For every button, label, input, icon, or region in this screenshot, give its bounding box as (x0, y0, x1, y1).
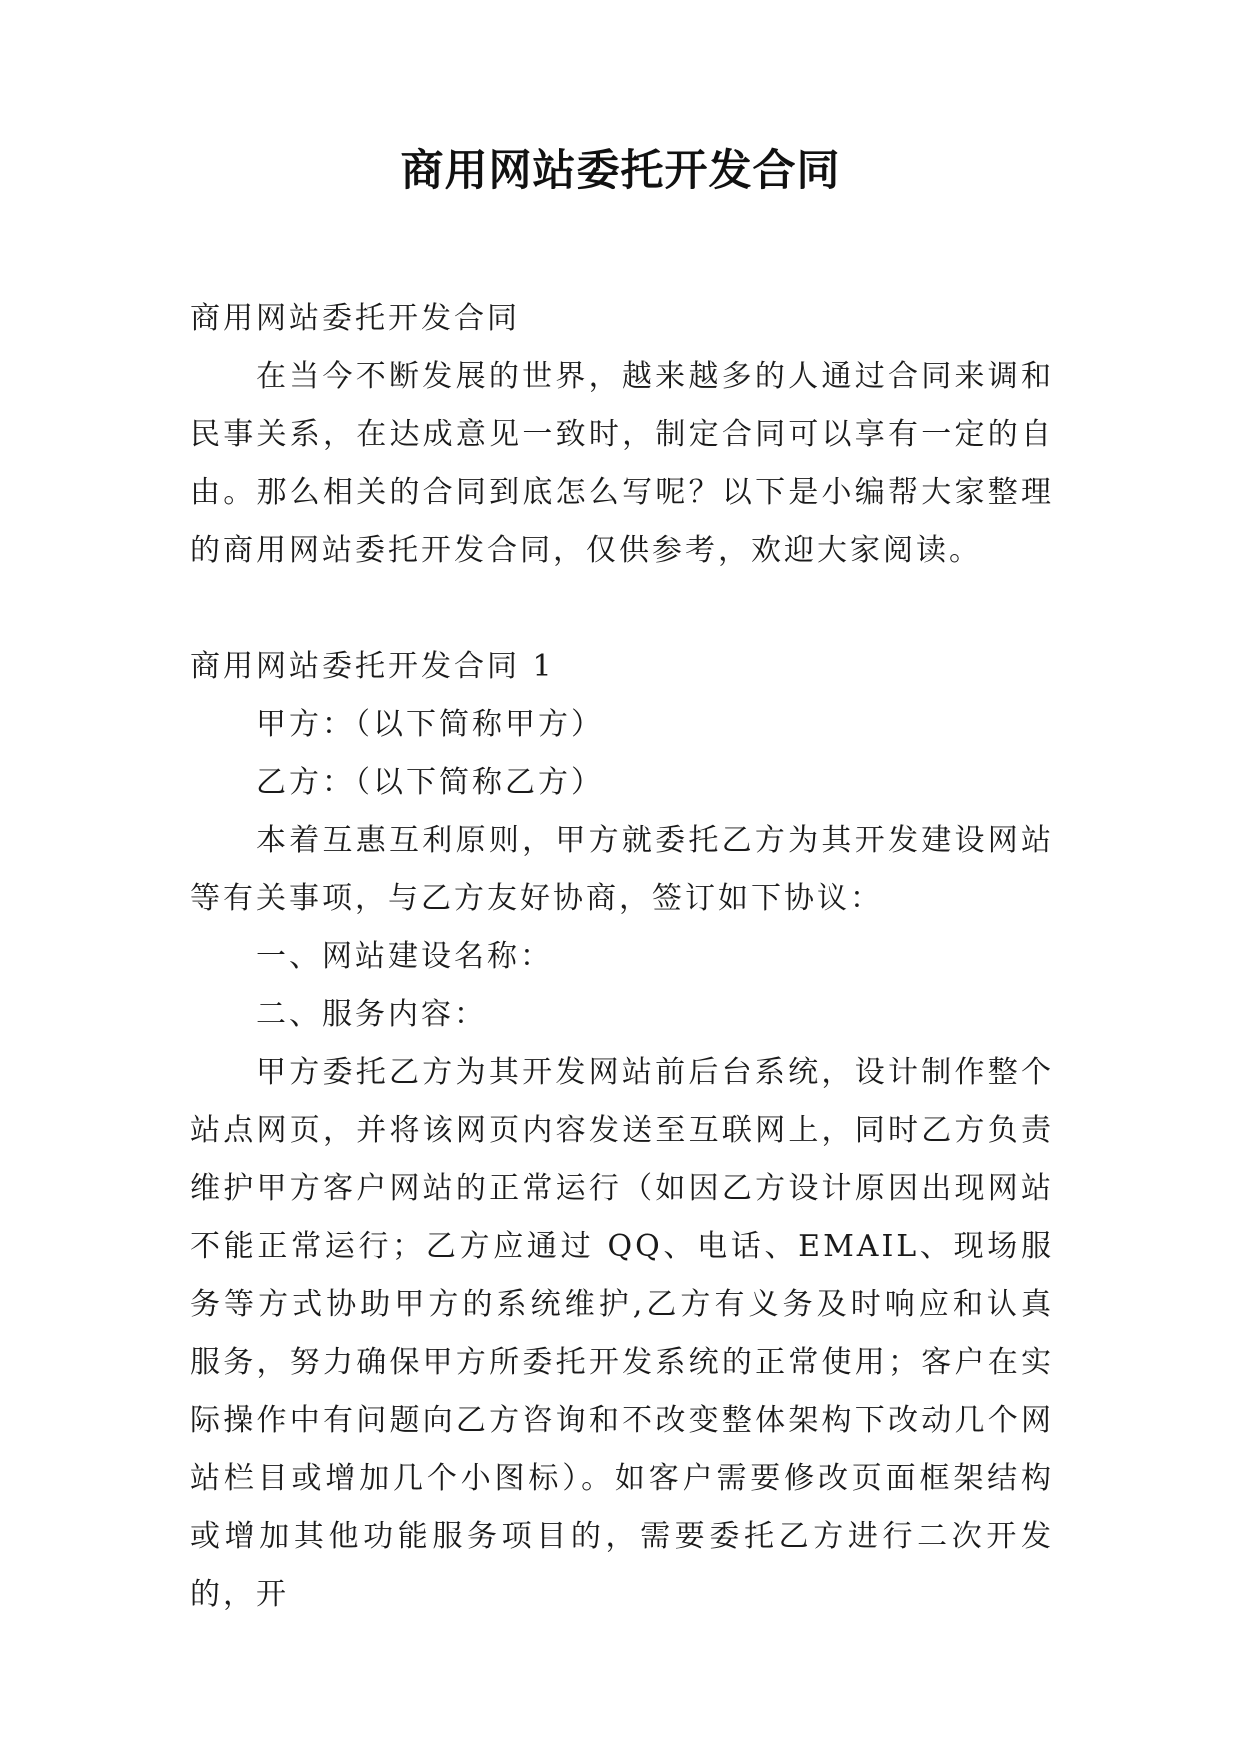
service-content-paragraph: 甲方委托乙方为其开发网站前后台系统，设计制作整个站点网页，并将该网页内容发送至互联网上，同时乙方负责维护甲方客户网站的正常运行（如因乙方设计原因出现网站不能正常运行；乙方应通过 QQ、电话、EMAIL、现场服务等方式协助甲方的系统维护,乙方有义务及时响应和认真服务，努力确保甲方所委托开发系统的正常使用；客户在实际操作中有问题向乙方咨询和不改变整体架构下改动几个网站栏目或增加几个小图标）。如客户需要修改页面框架结构或增加其他功能服务项目的，需要委托乙方进行二次开发的，开 (190, 1055, 1054, 1612)
clause-2-service-content: 二、服务内容： (256, 997, 487, 1032)
clause-1-website-name: 一、网站建设名称： (256, 939, 553, 974)
section-heading-intro: 商用网站委托开发合同 (190, 301, 520, 336)
document-body (190, 290, 1054, 1624)
party-b-line: 乙方：（以下简称乙方） (256, 765, 604, 800)
section-heading-contract-1: 商用网站委托开发合同 1 (190, 649, 555, 684)
preamble-paragraph: 本着互惠互利原则，甲方就委托乙方为其开发建设网站等有关事项，与乙方友好协商，签订如下协议： (190, 823, 1054, 916)
document-title: 商用网站委托开发合同 (400, 146, 841, 196)
party-a-line: 甲方：（以下简称甲方） (256, 707, 604, 742)
intro-paragraph: 在当今不断发展的世界，越来越多的人通过合同来调和民事关系，在达成意见一致时，制定合同可以享有一定的自由。那么相关的合同到底怎么写呢？以下是小编帮大家整理的商用网站委托开发合同，仅供参考，欢迎大家阅读。 (190, 359, 1054, 568)
